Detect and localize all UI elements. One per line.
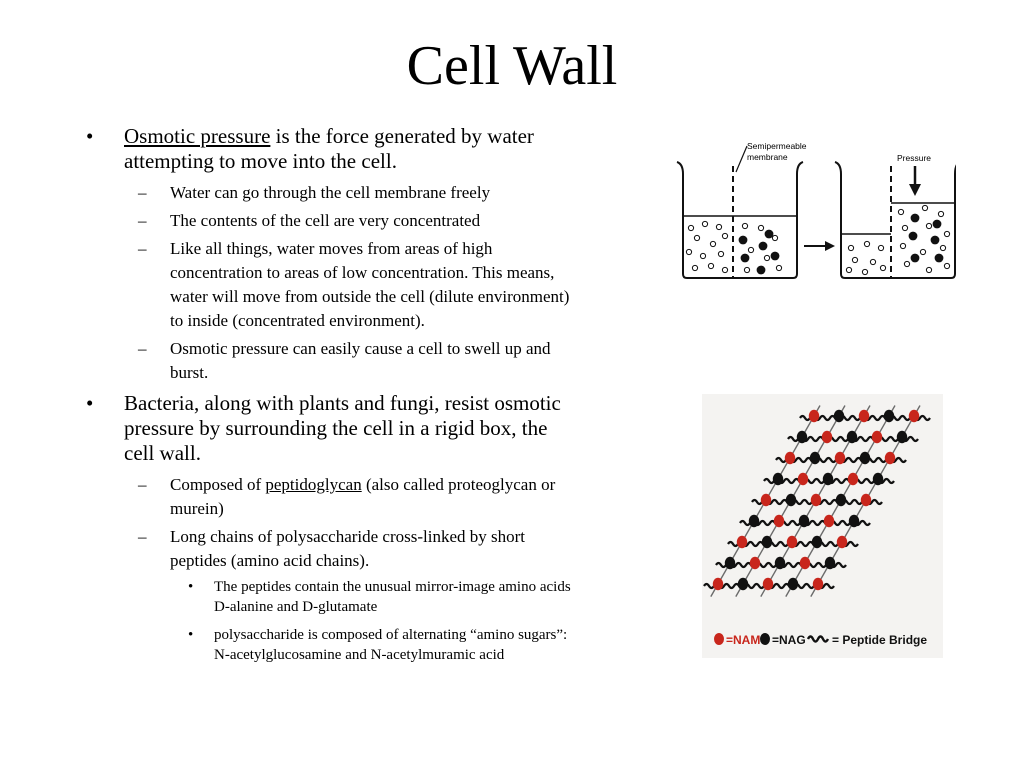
sub-bullet-long-chains	[84, 525, 574, 573]
membrane-label-line2: membrane	[747, 152, 788, 162]
nag-unit	[788, 578, 798, 590]
nam-unit	[909, 410, 919, 422]
peptidoglycan-diagram-svg	[702, 394, 943, 658]
nam-unit	[763, 578, 773, 590]
nam-unit	[800, 557, 810, 569]
dash-mark: –	[138, 211, 147, 230]
nag-unit	[836, 494, 846, 506]
nag-unit	[884, 410, 894, 422]
transition-arrow-head	[825, 241, 835, 251]
nag-unit	[773, 473, 783, 485]
nam-unit	[785, 452, 795, 464]
dash-mark: –	[138, 339, 147, 358]
nag-unit	[725, 557, 735, 569]
nag-unit	[849, 515, 859, 527]
nam-unit	[737, 536, 747, 548]
right-solute-particles	[909, 214, 944, 263]
peptidoglycan-lattice	[704, 406, 930, 597]
sub-bullet-peptidoglycan	[84, 473, 574, 521]
sub-bullet-swell-burst	[84, 337, 574, 385]
term-osmotic-pressure: Osmotic pressure	[124, 124, 271, 148]
sub-bullet-water-moves	[84, 237, 574, 333]
nam-unit	[761, 494, 771, 506]
nam-unit	[813, 578, 823, 590]
nag-unit	[860, 452, 870, 464]
nam-unit	[861, 494, 871, 506]
nag-unit	[847, 431, 857, 443]
nam-unit	[811, 494, 821, 506]
sub-bullet-text: Osmotic pressure can easily cause a cell to swell up and burst.	[170, 339, 551, 382]
pressure-label: Pressure	[897, 153, 932, 163]
membrane-leader-line	[736, 146, 747, 172]
bullet-text: is the force generated by water attempting to move into the cell.	[124, 124, 534, 173]
nag-unit	[797, 431, 807, 443]
nam-unit	[713, 578, 723, 590]
bullet-mark: •	[86, 124, 94, 148]
nam-unit	[859, 410, 869, 422]
nam-unit	[835, 452, 845, 464]
bullet-mark: •	[188, 627, 194, 643]
bullet-mark: •	[86, 391, 94, 415]
nag-unit	[834, 410, 844, 422]
left-beaker	[677, 162, 803, 278]
nam-unit	[798, 473, 808, 485]
nag-unit	[762, 536, 772, 548]
peptidoglycan-diagram	[702, 394, 943, 658]
dash-mark: –	[138, 239, 147, 258]
sub-bullet-water-membrane	[84, 181, 574, 205]
nag-unit	[799, 515, 809, 527]
legend-bridge-swatch	[808, 637, 828, 642]
nag-unit	[823, 473, 833, 485]
nam-unit	[750, 557, 760, 569]
bullet-bacteria-cell-wall	[84, 391, 574, 466]
nag-unit	[738, 578, 748, 590]
bullet-text: Bacteria, along with plants and fungi, resist osmotic pressure by surrounding the cell in a rigid box, the cell wall.	[124, 391, 561, 465]
sub-sub-bullet-text: The peptides contain the unusual mirror-image amino acids D-alanine and D-glutamate	[214, 579, 571, 615]
nag-unit	[897, 431, 907, 443]
nag-unit	[812, 536, 822, 548]
nam-unit	[774, 515, 784, 527]
sub-bullet-text-pre: Composed of	[170, 475, 266, 494]
legend-nag-label: =NAG	[772, 633, 806, 647]
bullet-mark: •	[188, 579, 194, 595]
sub-bullet-contents-concentrated	[84, 209, 574, 233]
nag-unit	[775, 557, 785, 569]
sub-bullet-text: Long chains of polysaccharide cross-linked by short peptides (amino acid chains).	[170, 527, 526, 570]
sub-bullet-text: Water can go through the cell membrane freely	[170, 183, 491, 202]
nam-unit	[837, 536, 847, 548]
dash-mark: –	[138, 475, 147, 494]
bullet-osmotic-pressure	[84, 124, 574, 174]
pressure-arrow-head	[909, 184, 921, 196]
nam-unit	[848, 473, 858, 485]
membrane-label-line1: Semipermeable	[747, 141, 807, 151]
nam-unit	[872, 431, 882, 443]
nam-unit	[885, 452, 895, 464]
nag-unit	[749, 515, 759, 527]
nam-unit	[809, 410, 819, 422]
nag-unit	[810, 452, 820, 464]
nam-unit	[822, 431, 832, 443]
nam-unit	[824, 515, 834, 527]
sub-sub-bullet-text: polysaccharide is composed of alternating “amino sugars”: N-acetylglucosamine and N-acetylmuramic acid	[214, 627, 568, 663]
sub-bullet-text-post: (also called proteoglycan or murein)	[170, 475, 556, 518]
legend-nam-swatch	[714, 633, 724, 645]
sub-sub-bullet-amino-sugars	[84, 625, 574, 665]
term-peptidoglycan: peptidoglycan	[265, 475, 362, 494]
osmosis-diagram	[667, 136, 956, 286]
legend-bridge-label: = Peptide Bridge	[832, 633, 928, 647]
nag-unit	[786, 494, 796, 506]
legend-nag-swatch	[760, 633, 770, 645]
sub-sub-bullet-mirror-amino-acids	[84, 577, 574, 617]
nam-unit	[787, 536, 797, 548]
sub-bullet-text: Like all things, water moves from areas of high concentration to areas of low concentration. This means, water will move from outside the cell (dilute environment) to inside (concentrated environment).	[170, 239, 570, 330]
slide-content	[84, 124, 574, 673]
slide-title: Cell Wall	[406, 35, 618, 97]
nag-unit	[873, 473, 883, 485]
sub-bullet-text: The contents of the cell are very concentrated	[170, 211, 481, 230]
legend-nam-label: =NAM	[726, 633, 761, 647]
nag-unit	[825, 557, 835, 569]
dash-mark: –	[138, 527, 147, 546]
osmosis-diagram-svg	[667, 136, 956, 286]
dash-mark: –	[138, 183, 147, 202]
